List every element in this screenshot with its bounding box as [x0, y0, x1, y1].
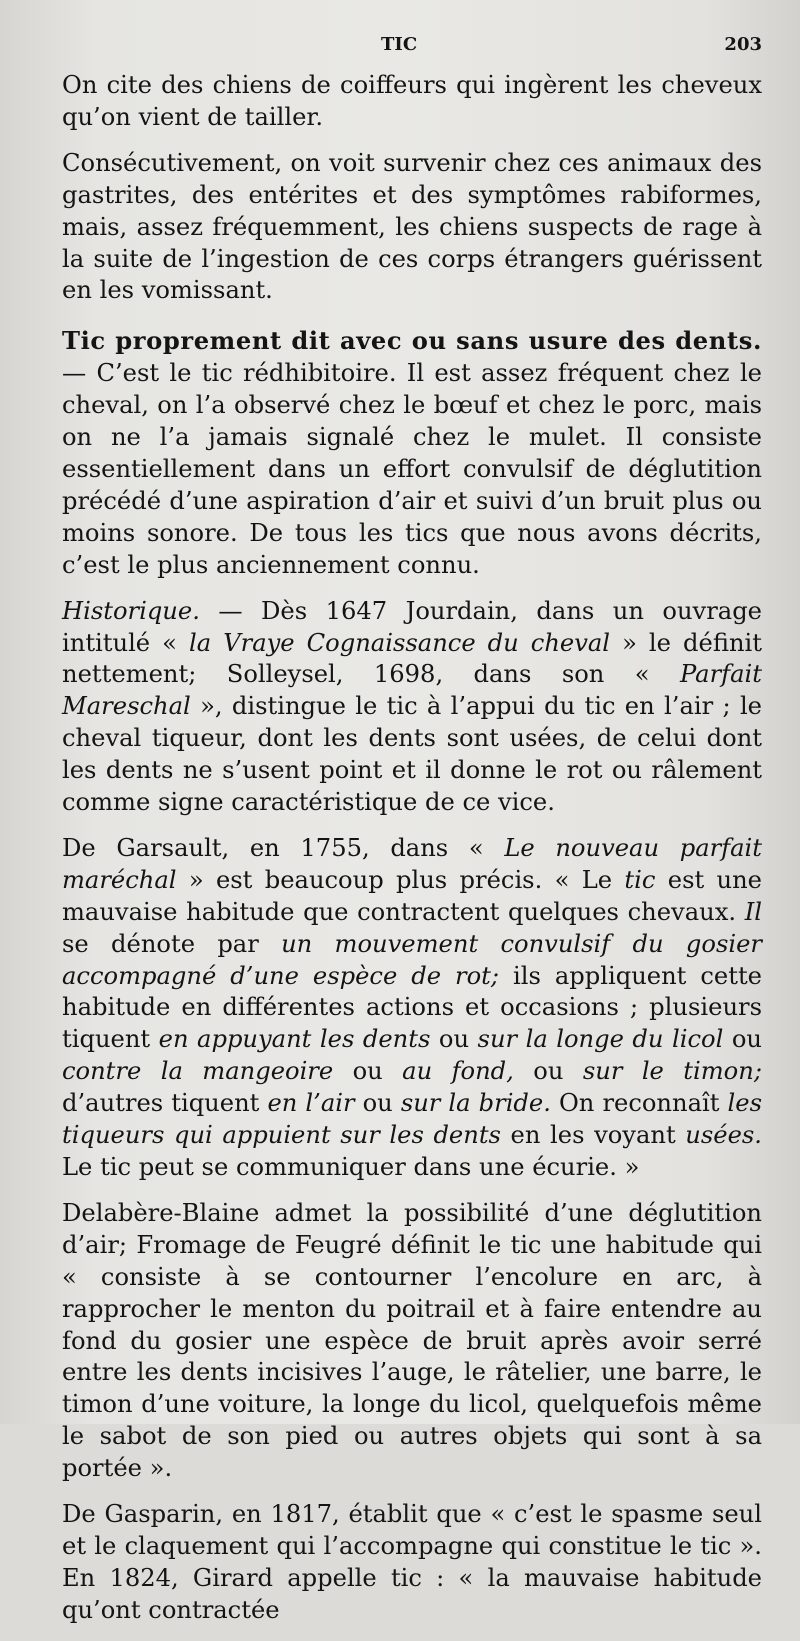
italic-span: usées.: [685, 1121, 762, 1150]
historique-label: Historique.: [62, 596, 200, 625]
text-span: On reconnaît: [550, 1089, 728, 1118]
italic-span: sur le timon;: [582, 1057, 762, 1086]
text-span: d’autres tiquent: [62, 1089, 268, 1118]
italic-span: tic: [624, 865, 656, 894]
text-span: » le définit nettement; Solleysel, 1698, dans son «: [62, 628, 762, 689]
text-span: en les voyant: [500, 1121, 686, 1150]
text-span: ou: [430, 1025, 478, 1054]
text-span: — Dès 1647 Jourdain, dans un ouvrage intitulé «: [62, 596, 762, 657]
paragraph-text: — C’est le tic rédhibitoire. Il est assez fréquent chez le cheval, on l’a observé chez le bœuf et chez le porc, mais on ne l’a jamais signalé chez le mulet. Il consiste essentiellement dans un effort convulsif de déglutition précédé d’une aspiration d’air et suivi d’un bruit plus ou moins sonore. De tous les tics que nous avons décrits, c’est le plus anciennement connu.: [62, 359, 762, 579]
text-span: ou: [333, 1057, 403, 1086]
text-span: De Garsault, en 1755, dans «: [62, 833, 505, 862]
paragraph-garsault: [62, 833, 762, 1184]
paragraph-consequences: Consécutivement, on voit survenir chez ces animaux des gastrites, des entérites et des symptômes rabiformes, mais, assez fréquemment, les chiens suspects de rage à la suite de l’ingestion de ces corps étrangers guérissent en les vomissant.: [62, 148, 762, 305]
text-span: ou: [723, 1025, 762, 1054]
paragraph-coiffeurs: On cite des chiens de coiffeurs qui ingèrent les cheveux qu’on vient de tailler.: [62, 71, 762, 131]
book-title-jourdain: la Vraye Cognaissance du cheval: [189, 628, 611, 657]
italic-span: un mouvement convulsif du gosier accompagné d’une espèce de rot;: [62, 929, 762, 990]
italic-span: en l’air: [267, 1089, 355, 1118]
italic-span: contre la mangeoire: [62, 1057, 334, 1086]
text-span: » est beaucoup plus précis. « Le: [176, 865, 625, 894]
italic-span: les tiqueurs qui appuient sur les dents: [62, 1089, 762, 1150]
paragraph-delabere-blaine: Delabère-Blaine admet la possibilité d’une déglutition d’air; Fromage de Feugré définit le tic une habitude qui « consiste à se contourner l’encolure en arc, à rapprocher le menton du poitrail et à faire entendre au fond du gosier une espèce de bruit après avoir serré entre les dents incisives l’auge, le râtelier, une barre, le timon d’une voiture, la longe du licol, quelquefois même le sabot de son pied ou autres objets qui sont à sa portée ».: [62, 1198, 762, 1483]
body-text: [62, 70, 762, 1641]
text-span: ils appliquent cette habitude en différentes actions et occasions ; plusieurs tiquent: [62, 961, 762, 1054]
text-span: est une mauvaise habitude que contractent quelques chevaux.: [62, 865, 762, 926]
italic-span: Il: [744, 897, 762, 926]
paragraph-historique: [62, 596, 762, 819]
running-head: [0, 30, 800, 58]
book-title-solleysel: Parfait Mareschal: [62, 660, 762, 721]
text-span: », distingue le tic à l’appui du tic en l’air ; le cheval tiqueur, dont les dents sont usées, de celui dont les dents ne s’usent point et il donne le rot ou râlement comme signe caractéristique de ce vice.: [62, 692, 762, 817]
italic-span: en appuyant les dents: [158, 1025, 431, 1054]
book-title-garsault: Le nouveau parfait maréchal: [62, 833, 762, 894]
page-number: 203: [724, 34, 762, 55]
text-span: ou: [513, 1057, 583, 1086]
text-span: se dénote par: [62, 929, 282, 958]
section-heading: Tic proprement dit avec ou sans usure des dents.: [62, 326, 762, 356]
italic-span: au fond,: [402, 1057, 514, 1086]
italic-span: sur la bride.: [400, 1089, 551, 1118]
paragraph-gasparin: De Gasparin, en 1817, établit que « c’est le spasme seul et le claquement qui l’accompagne qui constitue le tic ». En 1824, Girard appelle tic : « la mauvaise habitude qu’ont contractée: [62, 1500, 762, 1624]
italic-span: sur la longe du licol: [477, 1025, 724, 1054]
running-title: TIC: [381, 34, 418, 55]
text-span: Le tic peut se communiquer dans une écurie. »: [62, 1153, 640, 1181]
text-span: ou: [354, 1089, 401, 1118]
paragraph-tic-definition: [62, 325, 762, 581]
